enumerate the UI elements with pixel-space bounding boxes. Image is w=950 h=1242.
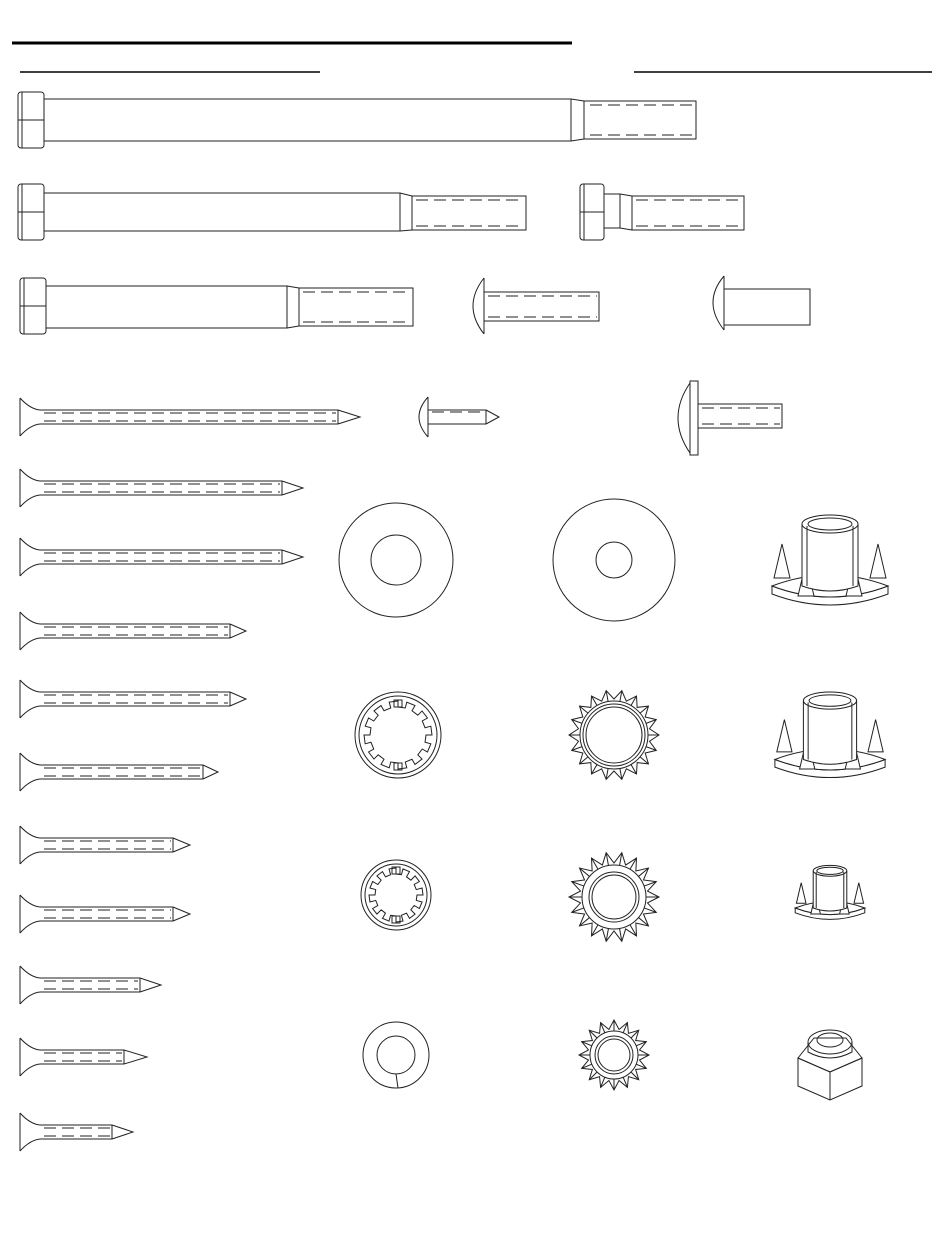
hex-bolt-long	[18, 92, 696, 148]
tee-nut	[772, 515, 888, 605]
truss-head-bolt-plain	[713, 276, 810, 330]
flange-bolt	[678, 381, 782, 455]
wood-screw	[20, 1113, 133, 1151]
internal-tooth-lock-washer	[361, 860, 431, 930]
wood-screw	[20, 398, 360, 436]
hex-lock-nut	[798, 1030, 862, 1100]
external-star-lock-washer-group	[569, 691, 659, 1090]
wood-screw	[20, 469, 303, 507]
tee-nut-group	[772, 515, 888, 919]
small-truss-screw	[419, 397, 499, 437]
wood-screw	[20, 826, 190, 864]
wood-screw-group	[20, 398, 360, 1151]
wood-screw	[20, 895, 190, 933]
tee-nut	[795, 865, 865, 919]
wood-screw	[20, 966, 161, 1004]
wood-screw	[20, 538, 303, 576]
wood-screw	[20, 753, 218, 791]
hex-bolt-third	[20, 278, 413, 334]
wood-screw	[20, 1038, 147, 1076]
internal-tooth-lock-washer-group	[355, 692, 441, 930]
internal-tooth-lock-washer	[355, 692, 441, 778]
hex-bolt-short	[580, 184, 744, 240]
hex-bolt-medium	[18, 184, 526, 240]
flat-washer-small-hole	[553, 499, 675, 621]
wood-screw	[20, 612, 246, 650]
flat-washer-large	[339, 503, 453, 617]
external-star-lock-washer	[569, 853, 659, 942]
wood-screw	[20, 680, 246, 718]
external-star-lock-washer	[579, 1020, 649, 1090]
split-lock-washer	[363, 1022, 429, 1088]
external-star-lock-washer	[569, 691, 659, 780]
truss-head-bolt-threaded	[473, 278, 599, 334]
tee-nut	[775, 692, 885, 778]
